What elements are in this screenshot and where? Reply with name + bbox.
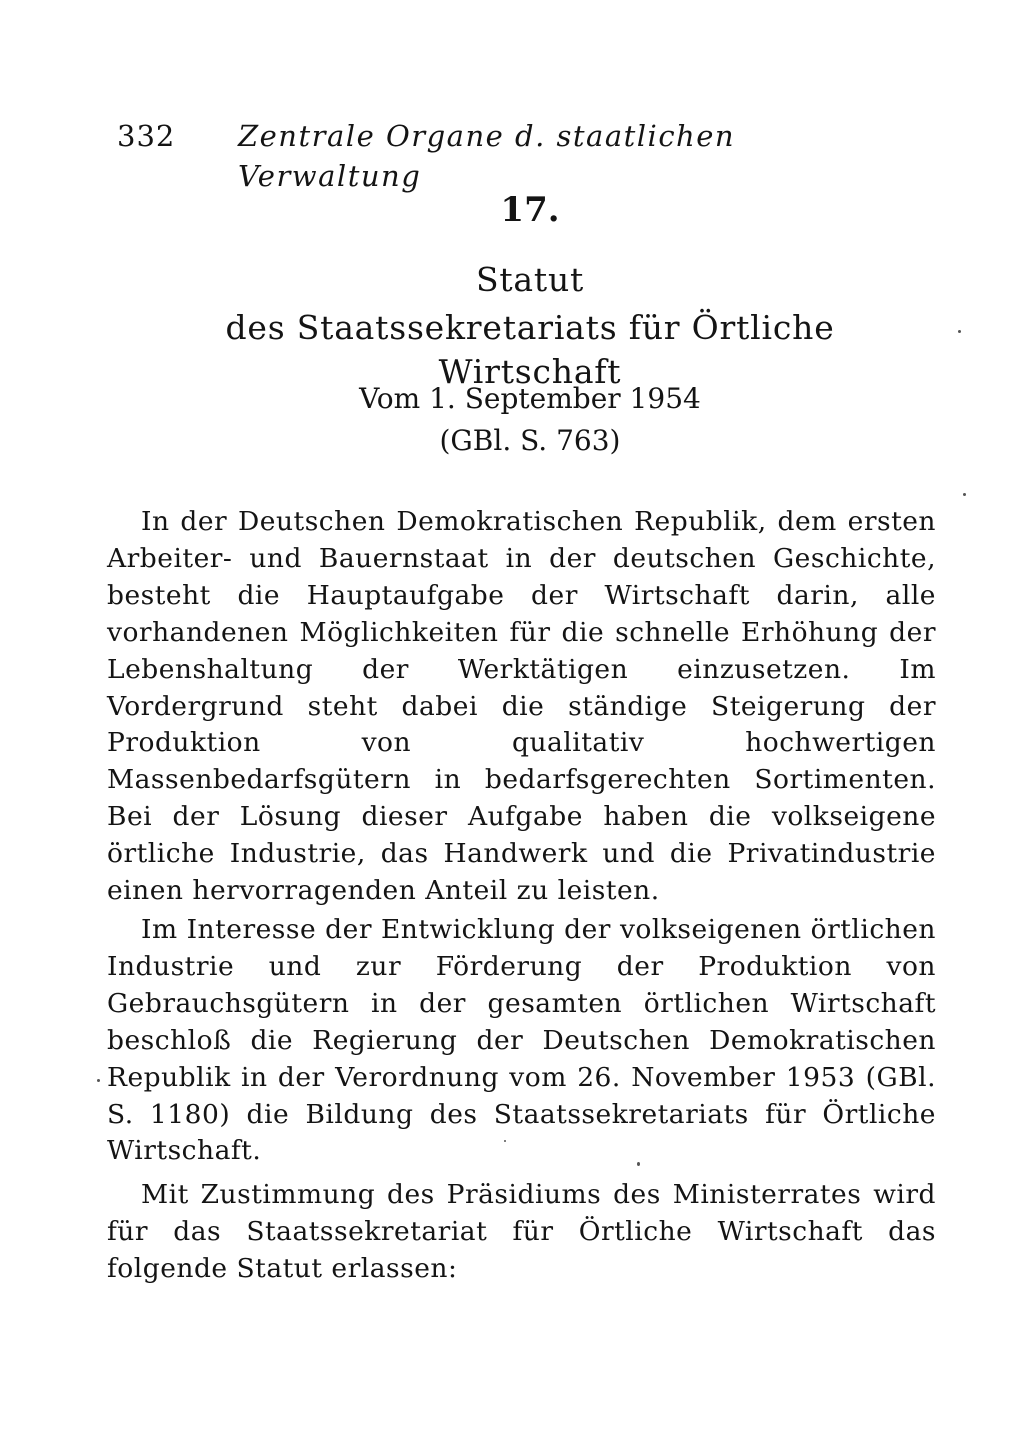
print-speck — [963, 493, 966, 496]
print-speck — [637, 1162, 640, 1166]
body-paragraph-3: Mit Zustimmung des Präsidiums des Ministerrates wird für das Staatssekretariat für Örtliche Wirtschaft das folgende Statut erlassen: — [107, 1179, 936, 1284]
running-title: Zentrale Organe d. staatlichen Verwaltung — [238, 119, 736, 193]
print-speck — [97, 1079, 100, 1082]
document-date: Vom 1. September 1954 — [359, 382, 701, 415]
print-speck — [504, 1140, 506, 1142]
body-paragraph-1: In der Deutschen Demokratischen Republik, dem ersten Arbeiter- und Bauernstaat in der deutschen Geschichte, besteht die Hauptaufgabe der Wirtschaft darin, alle vorhandenen Möglichkeiten für die schnelle Erhöhung der Lebenshaltung der Werktätigen einzusetzen. Im Vordergrund steht dabei die ständige Steigerung der Produktion von qualitativ hochwertigen Massenbedarfsgütern in bedarfsgerechten Sortimenten. Bei der Lösung dieser Aufgabe haben die volkseigene örtliche Industrie, das Handwerk und die Privatindustrie einen hervorragenden Anteil zu leisten. — [107, 506, 936, 907]
document-source-reference: (GBl. S. 763) — [439, 424, 621, 457]
document-title-line-1: Statut — [475, 260, 585, 299]
body-paragraph-2: Im Interesse der Entwicklung der volkseigenen örtlichen Industrie und zur Förderung der Produktion von Gebrauchsgütern in der gesamten örtlichen Wirtschaft beschloß die Regierung der Deutschen Demokratischen Republik in der Verordnung vom 26. November 1953 (GBl. S. 1180) die Bildung des Staatssekretariats für Örtliche Wirtschaft. — [107, 914, 936, 1167]
running-header — [117, 116, 827, 193]
document-title-line-2: des Staatssekretariats für Örtliche Wirtschaft — [225, 308, 835, 391]
document-number: 17. — [500, 190, 560, 230]
print-speck — [958, 330, 961, 333]
page-number: 332 — [117, 119, 176, 153]
